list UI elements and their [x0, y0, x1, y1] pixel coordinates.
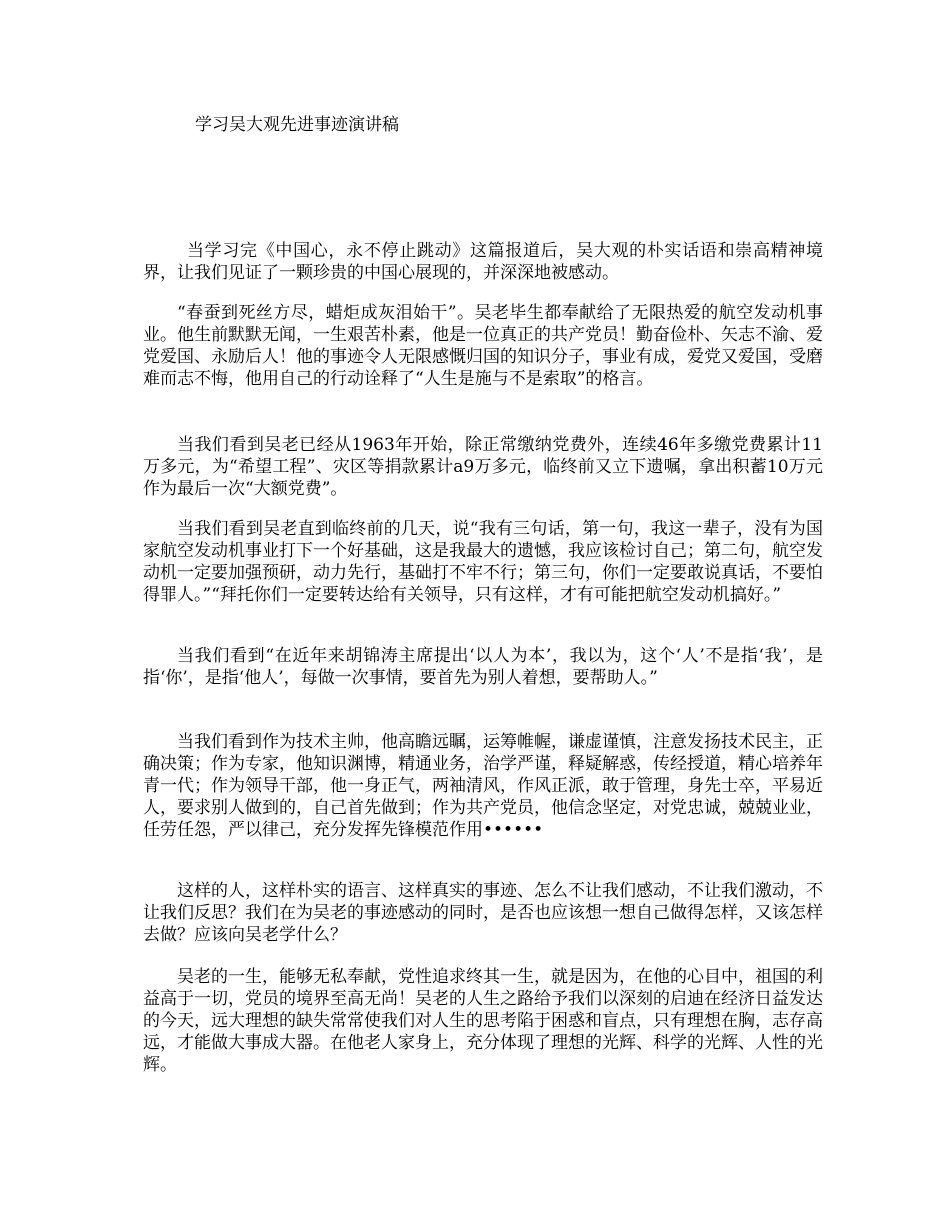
- paragraph: 吴老的一生，能够无私奉献，党性追求终其一生，就是因为，在他的心目中，祖国的利益高于一切，党员的境界至高无尚！吴老的人生之路给予我们以深刻的启迪在经济日益发达的今天，远大理想的缺失常常使我们对人生的思考陷于困惑和盲点，只有理想在胸，志存高远，才能做大事成大器。在他老人家身上，充分体现了理想的光辉、科学的光辉、人性的光辉。: [143, 967, 823, 1075]
- paragraph: 这样的人，这样朴实的语言、这样真实的事迹、怎么不让我们感动，不让我们激动，不让我们反思？我们在为吴老的事迹感动的同时，是否也应该想一想自己做得怎样，又该怎样去做？应该向吴老学什么？: [143, 881, 823, 945]
- paragraph: 当我们看到吴老已经从1963年开始，除正常缴纳党费外，连续46年多缴党费累计11万多元，为“希望工程”、灾区等捐款累计a9万多元，临终前又立下遗嘱，拿出积蓄10万元作为最后一次“大额党费”。: [143, 435, 823, 499]
- paragraph: 当我们看到“在近年来胡锦涛主席提出‘以人为本’，我以为，这个‘人’不是指‘我’，是指‘你’，是指‘他人’，每做一次事情，要首先为别人着想，要帮助人。”: [143, 646, 823, 688]
- paragraph: “春蚕到死丝方尽，蜡炬成灰泪始干”。吴老毕生都奉献给了无限热爱的航空发动机事业。他生前默默无闻，一生艰苦朴素，他是一位真正的共产党员！勤奋俭朴、矢志不渝、爱党爱国、永励后人！他的事迹令人无限感慨归国的知识分子，事业有成，爱党又爱国，受磨难而志不悔，他用自己的行动诠释了“人生是施与不是索取”的格言。: [143, 303, 823, 389]
- paragraph: 当学习完《中国心，永不停止跳动》这篇报道后，吴大观的朴实话语和崇高精神境界，让我们见证了一颗珍贵的中国心展现的，并深深地被感动。: [143, 241, 823, 283]
- paragraph: 当我们看到作为技术主帅，他高瞻远瞩，运筹帷幄，谦虚谨慎，注意发扬技术民主，正确决策；作为专家，他知识渊博，精通业务，治学严谨，释疑解惑，传经授道，精心培养年青一代；作为领导干部，他一身正气，两袖清风，作风正派，敢于管理，身先士卒，平易近人，要求别人做到的，自己首先做到；作为共产党员，他信念坚定，对党忠诚，兢兢业业，任劳任怨，严以律己，充分发挥先锋模范作用••••••: [143, 732, 823, 840]
- paragraph: 当我们看到吴老直到临终前的几天，说“我有三句话，第一句，我这一辈子，没有为国家航空发动机事业打下一个好基础，这是我最大的遗憾，我应该检讨自己；第二句，航空发动机一定要加强预研，动力先行，基础打不牢不行；第三句，你们一定要敢说真话，不要怕得罪人。”“拜托你们一定要转达给有关领导，只有这样，才有可能把航空发动机搞好。”: [143, 519, 823, 605]
- document-title: 学习吴大观先进事迹演讲稿: [195, 115, 399, 135]
